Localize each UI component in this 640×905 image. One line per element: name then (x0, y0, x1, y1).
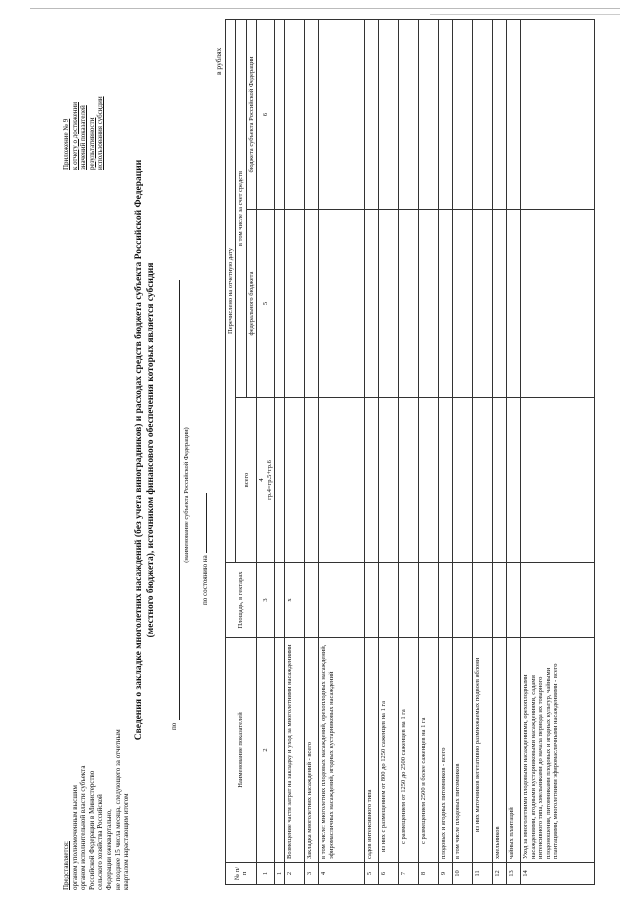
row-num: 2 (285, 863, 305, 885)
row-regional (493, 20, 507, 210)
table-row (399, 20, 419, 885)
row-federal (493, 210, 507, 398)
table-row (473, 20, 493, 885)
table-row (285, 20, 305, 885)
row-regional (275, 20, 285, 210)
row-total (419, 398, 439, 563)
row-regional (365, 20, 379, 210)
table-row (319, 20, 365, 885)
header-num: № п/п (226, 863, 257, 885)
row-name: из них маточников вегетативно размножаемых подвоев яблони (473, 638, 493, 863)
row-federal (419, 210, 439, 398)
row-regional (319, 20, 365, 210)
appendix-line: к отчету о достижении (70, 102, 79, 170)
colnum-2: 2 (257, 638, 275, 863)
row-total (285, 398, 305, 563)
row-federal (439, 210, 453, 398)
as-of-label: по состоянию на (201, 555, 209, 605)
row-federal (453, 210, 473, 398)
colnum-3: 3 (257, 563, 275, 638)
units-label: в рублях (214, 47, 223, 75)
table-row (275, 20, 285, 885)
column-formula: гр.4=гр.5+гр.6 (265, 460, 273, 500)
table-row (305, 20, 319, 885)
colnum-1: 1 (257, 863, 275, 885)
submission-note (62, 680, 131, 890)
row-name (275, 638, 285, 863)
row-total (493, 398, 507, 563)
row-area (275, 563, 285, 638)
row-regional (379, 20, 399, 210)
row-regional (507, 20, 521, 210)
header-transferred: Перечислено на отчетную дату (226, 20, 236, 563)
appendix-note (62, 50, 105, 170)
row-total (507, 398, 521, 563)
row-area (507, 563, 521, 638)
row-area (473, 563, 493, 638)
row-regional (419, 20, 439, 210)
row-regional (521, 20, 595, 210)
row-name: с размещением 2500 и более саженцев на 1 га (419, 638, 439, 863)
row-name: с размещением от 1250 до 2500 саженцев на 1 га (399, 638, 419, 863)
row-federal (521, 210, 595, 398)
table-row (419, 20, 439, 885)
row-num: 3 (305, 863, 319, 885)
row-num: 13 (507, 863, 521, 885)
appendix-line: Приложение № 9 (62, 118, 70, 170)
header-regional: бюджета субъекта Российской Федерации (246, 20, 256, 210)
row-total (453, 398, 473, 563)
appendix-line: использования субсидии (96, 96, 105, 170)
title-line-2: (местного бюджета), источником финансового обеспечения которых является субсидия (146, 262, 156, 638)
row-total (305, 398, 319, 563)
title-line-1: Сведения о закладке многолетних насаждений (без учета виноградников) и расходах средств бюджета субъекта Российской Федерации (134, 159, 144, 741)
row-num: 12 (493, 863, 507, 885)
row-federal (305, 210, 319, 398)
subject-fill-line (179, 280, 180, 720)
row-name: из них с размещением от 800 до 1250 саженцев на 1 га (379, 638, 399, 863)
table-row (521, 20, 595, 885)
row-total (319, 398, 365, 563)
header-federal: федерального бюджета (246, 210, 256, 398)
table-row (379, 20, 399, 885)
row-total (439, 398, 453, 563)
submission-line: Российской Федерации в Министерство (87, 770, 96, 890)
row-area (453, 563, 473, 638)
submission-line: кварталом нарастающим итогом (122, 793, 131, 890)
row-regional (305, 20, 319, 210)
row-regional (439, 20, 453, 210)
as-of-fill-line (200, 493, 207, 553)
table-row (493, 20, 507, 885)
colnum-6: 6 (257, 20, 275, 210)
row-area (399, 563, 419, 638)
submission-line: органом исполнительной власти субъекта (79, 765, 88, 890)
row-federal (285, 210, 305, 398)
row-total (473, 398, 493, 563)
header-incl: в том числе за счет средств (236, 20, 246, 398)
row-name: в том числе: многолетних плодовых насаждений, орехоплодных насаждений, эфиромасличных насаждений, ягодных кустарниковых насаждений (319, 638, 365, 863)
row-name: плодовых и ягодных питомников - всего (439, 638, 453, 863)
row-regional (473, 20, 493, 210)
row-num: 7 (399, 863, 419, 885)
row-num: 6 (379, 863, 399, 885)
row-regional (453, 20, 473, 210)
row-area: x (285, 563, 305, 638)
row-total (275, 398, 285, 563)
row-area (305, 563, 319, 638)
row-name: хмельников (493, 638, 507, 863)
row-num: 11 (473, 863, 493, 885)
row-federal (275, 210, 285, 398)
row-name: Уход за многолетними плодовыми насаждениями, орехоплодными насаждениями, ягодными кустарниковыми насаждениями, садами интенсивного типа, хмельниками до начала периода их товарного плодоношения, питомниками плодовых и ягодных культур, чайными плантациями, многолетними эфиромасличными насаждениями - всего (521, 638, 595, 863)
row-federal (319, 210, 365, 398)
row-federal (507, 210, 521, 398)
as-of-line (200, 493, 209, 605)
row-total (379, 398, 399, 563)
table-row (507, 20, 521, 885)
row-federal (365, 210, 379, 398)
row-federal (399, 210, 419, 398)
table-row (439, 20, 453, 885)
colnum-5: 5 (257, 210, 275, 398)
submission-line: органом уполномоченным высшим (70, 785, 79, 890)
row-num: 10 (453, 863, 473, 885)
row-area (521, 563, 595, 638)
row-area (365, 563, 379, 638)
row-area (439, 563, 453, 638)
row-area (379, 563, 399, 638)
row-num: 14 (521, 863, 595, 885)
row-num: 4 (319, 863, 365, 885)
row-name: чайных плантаций (507, 638, 521, 863)
row-federal (379, 210, 399, 398)
subject-caption: (наименование субъекта Российской Федерации) (183, 427, 190, 563)
appendix-line: результативности (87, 117, 96, 170)
row-area (319, 563, 365, 638)
header-area: Площадь, в гектарах (226, 563, 257, 638)
row-name: в том числе плодовых питомников (453, 638, 473, 863)
submission-line: сельского хозяйства Российской (96, 794, 105, 890)
appendix-line: значений показателей (79, 105, 88, 170)
row-num: 8 (419, 863, 439, 885)
row-num: 9 (439, 863, 453, 885)
submission-line: не позднее 15 числа месяца, следующего за отчетным (113, 729, 122, 890)
row-regional (399, 20, 419, 210)
report-table (225, 19, 595, 885)
row-total (521, 398, 595, 563)
row-total (399, 398, 419, 563)
row-area (419, 563, 439, 638)
row-num: 5 (365, 863, 379, 885)
row-federal (473, 210, 493, 398)
colnum-4 (257, 398, 275, 563)
document-title (133, 115, 157, 785)
colnum-4-label: 4 (258, 478, 266, 482)
row-name: садов интенсивного типа (365, 638, 379, 863)
submission-title: Представляется: (62, 841, 70, 890)
header-name: Наименование показателей (226, 638, 257, 863)
row-total (365, 398, 379, 563)
row-name: Возмещение части затрат на закладку и уход за многолетними насаждениями (285, 638, 305, 863)
table-row (365, 20, 379, 885)
header-total: всего (236, 398, 257, 563)
po-label: по (170, 722, 178, 730)
row-regional (285, 20, 305, 210)
table-row (453, 20, 473, 885)
row-area (493, 563, 507, 638)
row-name: Закладка многолетних насаждений - всего (305, 638, 319, 863)
row-num: 1 (275, 863, 285, 885)
submission-line: Федерации ежеквартально, (104, 809, 113, 890)
